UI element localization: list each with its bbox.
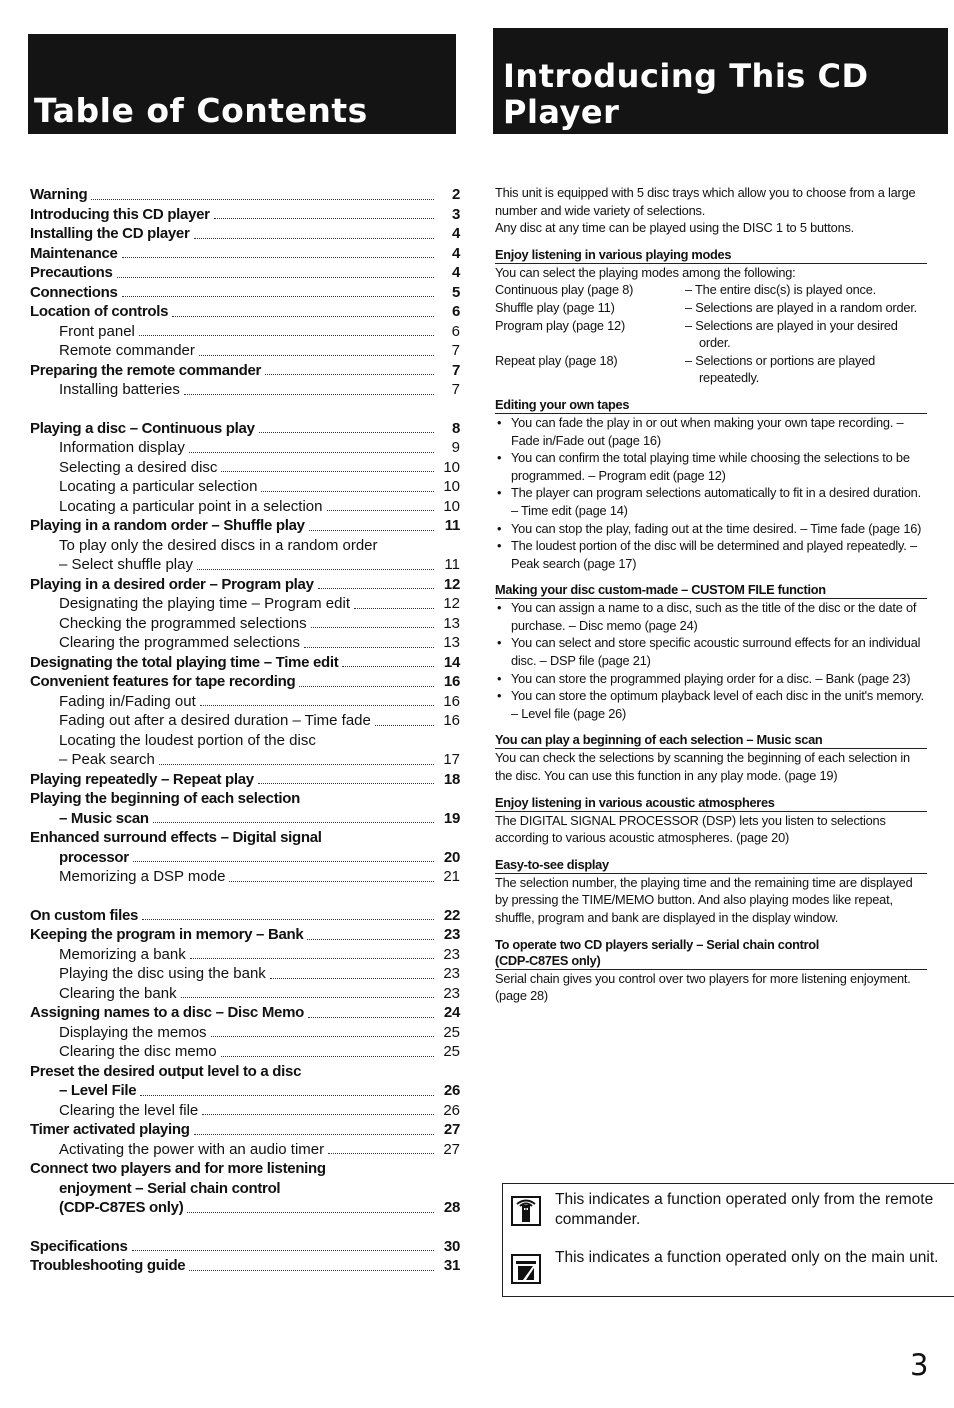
toc-entry-line: Enhanced surround effects – Digital signal xyxy=(30,829,322,846)
editing-tapes-section xyxy=(495,397,927,572)
toc-subentry: Designating the playing time – Program edit 12 xyxy=(59,595,460,612)
legend-item-main xyxy=(511,1248,938,1284)
toc-entry: Location of controls 6 xyxy=(30,303,460,320)
toc-entry: Playing repeatedly – Repeat play 18 xyxy=(30,770,460,788)
toc-subentry: – Peak search 17 xyxy=(59,751,460,768)
toc-entry: Precautions 4 xyxy=(30,264,460,281)
toc-entry-line: Playing the beginning of each selection xyxy=(30,790,301,807)
intro-banner xyxy=(493,28,948,134)
mode-name: Shuffle play (page 11) xyxy=(495,299,615,315)
section-heading: Easy-to-see display xyxy=(495,857,927,874)
bullet-list xyxy=(495,414,927,572)
toc-subentry: Selecting a desired disc 10 xyxy=(59,458,460,476)
legend-main-text: This indicates a function operated only on the main unit. xyxy=(555,1249,939,1266)
remote-commander-icon xyxy=(511,1196,541,1226)
section-heading: (CDP-C87ES only) xyxy=(495,953,927,970)
toc-subentry-line: Locating the loudest portion of the disc xyxy=(59,731,316,749)
table-of-contents xyxy=(30,185,460,1276)
toc-banner-title: Table of Contents xyxy=(34,91,368,130)
toc-subentry: Fading out after a desired duration – Time fade 16 xyxy=(59,712,460,729)
legend-item-remote xyxy=(511,1190,954,1229)
toc-entry: – Music scan 19 xyxy=(59,809,460,827)
bullet-list xyxy=(495,599,927,722)
list-item: • You can store the programmed playing order for a disc. – Bank (page 23) xyxy=(495,670,927,688)
toc-entry: Convenient features for tape recording 16 xyxy=(30,673,460,690)
toc-subentry: Clearing the bank 23 xyxy=(59,984,460,1002)
music-scan-section xyxy=(495,732,927,784)
toc-entry: Maintenance 4 xyxy=(30,244,460,262)
toc-entry: Connections 5 xyxy=(30,283,460,301)
toc-subentry: Displaying the memos 25 xyxy=(59,1023,460,1041)
list-item: • You can stop the play, fading out at the time desired. – Time fade (page 16) xyxy=(495,520,927,538)
toc-entry: On custom files 22 xyxy=(30,906,460,924)
toc-subentry: Playing the disc using the bank 23 xyxy=(59,965,460,982)
section-lead: You can select the playing modes among the following: xyxy=(495,264,796,280)
display-section xyxy=(495,857,927,927)
mode-description: – The entire disc(s) is played once. xyxy=(685,282,877,298)
section-text: You can check the selections by scanning the beginning of each selection in the disc. You can use this function in any play mode. (page 19) xyxy=(495,750,910,784)
dsp-section xyxy=(495,795,927,847)
section-heading: To operate two CD players serially – Serial chain control xyxy=(495,936,820,952)
modes-list xyxy=(495,281,927,387)
toc-entry: Warning 2 xyxy=(30,186,460,203)
toc-entry: Assigning names to a disc – Disc Memo 24 xyxy=(30,1004,460,1021)
toc-entry: Timer activated playing 27 xyxy=(30,1121,460,1138)
icon-legend-box xyxy=(502,1183,954,1297)
section-text: Serial chain gives you control over two players for more listening enjoyment. (page 28) xyxy=(495,970,911,1004)
mode-description: – Selections are played in your desired order. xyxy=(685,317,898,351)
list-item: • The player can program selections automatically to fit in a desired duration. – Time edit (page 14) xyxy=(495,484,927,519)
toc-entry: Introducing this CD player 3 xyxy=(30,205,460,223)
toc-subentry: Checking the programmed selections 13 xyxy=(59,614,460,632)
toc-subentry: Information display 9 xyxy=(59,439,460,456)
toc-subentry: Clearing the programmed selections 13 xyxy=(59,634,460,651)
section-heading: Making your disc custom-made – CUSTOM FILE function xyxy=(495,582,927,599)
main-unit-icon xyxy=(511,1254,541,1284)
toc-subentry: Clearing the disc memo 25 xyxy=(59,1043,460,1060)
toc-entry: – Level File 26 xyxy=(59,1082,460,1099)
section-text: The DIGITAL SIGNAL PROCESSOR (DSP) lets you listen to selections according to various acoustic atmospheres. (page 20) xyxy=(495,812,886,846)
toc-entry: Preparing the remote commander 7 xyxy=(30,361,460,379)
toc-entry: Specifications 30 xyxy=(30,1237,460,1255)
toc-subentry-line: To play only the desired discs in a random order xyxy=(59,536,378,554)
section-heading: You can play a beginning of each selection – Music scan xyxy=(495,732,927,749)
list-item: • You can store the optimum playback level of each disc in the unit's memory. – Level file (page 26) xyxy=(495,687,927,722)
list-item: • You can assign a name to a disc, such as the title of the disc or the date of purchase. – Disc memo (page 24) xyxy=(495,599,927,634)
toc-entry: Playing in a random order – Shuffle play 11 xyxy=(30,517,460,534)
serial-chain-section xyxy=(495,937,927,1005)
page-number: 3 xyxy=(910,1348,929,1382)
toc-entry-line: Connect two players and for more listening xyxy=(30,1160,326,1177)
toc-entry-line: enjoyment – Serial chain control xyxy=(59,1179,281,1197)
list-item: • You can select and store specific acoustic surround effects for an individual disc. – DSP file (page 21) xyxy=(495,634,927,669)
legend-remote-text: This indicates a function operated only from the remote commander. xyxy=(555,1191,934,1228)
toc-entry: Playing a disc – Continuous play 8 xyxy=(30,419,460,437)
mode-name: Program play (page 12) xyxy=(495,317,626,333)
toc-entry: (CDP-C87ES only) 28 xyxy=(59,1199,460,1216)
list-item: • You can fade the play in or out when making your own tape recording. – Fade in/Fade out (page 16) xyxy=(495,414,927,449)
toc-entry: Designating the total playing time – Time edit 14 xyxy=(30,653,460,671)
toc-banner xyxy=(28,34,456,134)
introduction-section xyxy=(495,184,927,1005)
toc-subentry: Memorizing a bank 23 xyxy=(59,945,460,963)
toc-entry: processor 20 xyxy=(59,848,460,866)
intro-paragraph: Any disc at any time can be played using the DISC 1 to 5 buttons. xyxy=(495,220,855,236)
mode-name: Repeat play (page 18) xyxy=(495,352,618,368)
section-heading: Enjoy listening in various playing modes xyxy=(495,247,927,264)
section-heading: Editing your own tapes xyxy=(495,397,927,414)
toc-entry: Troubleshooting guide 31 xyxy=(30,1257,460,1274)
toc-subentry: Installing batteries 7 xyxy=(59,381,460,398)
toc-subentry: Memorizing a DSP mode 21 xyxy=(59,868,460,885)
mode-description: – Selections are played in a random order. xyxy=(685,299,918,315)
intro-banner-title: Introducing This CD Player xyxy=(503,57,869,131)
custom-file-section xyxy=(495,582,927,722)
toc-subentry: Front panel 6 xyxy=(59,322,460,340)
section-text: The selection number, the playing time and the remaining time are displayed by pressing the TIME/MEMO button. And also playing modes like repeat, shuffle, program and bank are displayed in the display window. xyxy=(495,874,913,925)
toc-subentry: Locating a particular point in a selection 10 xyxy=(59,497,460,515)
toc-subentry: Activating the power with an audio timer 27 xyxy=(59,1140,460,1158)
toc-subentry: Clearing the level file 26 xyxy=(59,1101,460,1119)
toc-entry: Installing the CD player 4 xyxy=(30,225,460,242)
toc-entry: Keeping the program in memory – Bank 23 xyxy=(30,926,460,943)
intro-paragraph: This unit is equipped with 5 disc trays which allow you to choose from a large number and wide variety of selections. xyxy=(495,185,916,218)
toc-entry-line: Preset the desired output level to a disc xyxy=(30,1062,302,1080)
toc-subentry: – Select shuffle play 11 xyxy=(59,556,460,573)
mode-name: Continuous play (page 8) xyxy=(495,282,634,298)
toc-subentry: Remote commander 7 xyxy=(59,342,460,359)
list-item: • You can confirm the total playing time while choosing the selections to be programmed. – Program edit (page 12) xyxy=(495,449,927,484)
mode-description: – Selections or portions are played repeatedly. xyxy=(685,352,876,386)
playing-modes-section xyxy=(495,247,927,387)
list-item: • The loudest portion of the disc will be determined and played repeatedly. – Peak search (page 17) xyxy=(495,537,927,572)
toc-subentry: Locating a particular selection 10 xyxy=(59,478,460,495)
section-heading: Enjoy listening in various acoustic atmospheres xyxy=(495,795,927,812)
toc-subentry: Fading in/Fading out 16 xyxy=(59,692,460,710)
toc-entry: Playing in a desired order – Program play 12 xyxy=(30,575,460,593)
